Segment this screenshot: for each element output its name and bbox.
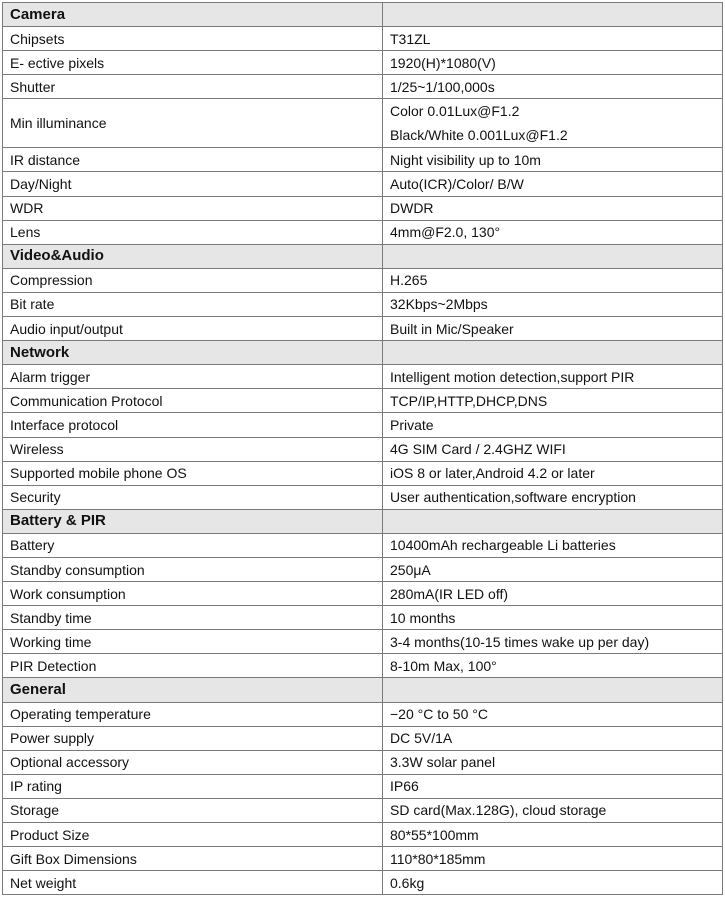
spec-value-line: Color 0.01Lux@F1.2 (390, 103, 520, 120)
section-title-blank-cell (383, 244, 723, 268)
spec-label: Audio input/output (3, 317, 383, 341)
section-title: Camera (3, 3, 383, 27)
spec-row (3, 798, 723, 822)
spec-label: Storage (3, 798, 383, 822)
section-title-blank-cell (383, 3, 723, 27)
spec-value: T31ZL (383, 27, 723, 51)
spec-label: IR distance (3, 148, 383, 172)
section-title-blank-cell (383, 678, 723, 702)
spec-table (2, 2, 723, 895)
spec-value: DWDR (383, 196, 723, 220)
spec-row (3, 27, 723, 51)
spec-row (3, 654, 723, 678)
spec-row (3, 485, 723, 509)
spec-value: 280mA(IR LED off) (383, 582, 723, 606)
section-header-row (3, 244, 723, 268)
spec-row (3, 533, 723, 557)
spec-row (3, 871, 723, 895)
spec-label: Interface protocol (3, 413, 383, 437)
spec-label: Compression (3, 268, 383, 292)
spec-label: Shutter (3, 75, 383, 99)
spec-row (3, 582, 723, 606)
spec-row (3, 413, 723, 437)
section-title: Video&Audio (3, 244, 383, 268)
spec-value: SD card(Max.128G), cloud storage (383, 798, 723, 822)
spec-value: H.265 (383, 268, 723, 292)
spec-row (3, 317, 723, 341)
section-header-row (3, 509, 723, 533)
spec-label: Day/Night (3, 172, 383, 196)
spec-value: 3.3W solar panel (383, 750, 723, 774)
spec-value: 32Kbps~2Mbps (383, 292, 723, 316)
spec-value: 250μA (383, 557, 723, 581)
spec-value: 4mm@F2.0, 130° (383, 220, 723, 244)
spec-row (3, 148, 723, 172)
spec-row (3, 196, 723, 220)
spec-value: 1/25~1/100,000s (383, 75, 723, 99)
spec-label: PIR Detection (3, 654, 383, 678)
spec-value: Built in Mic/Speaker (383, 317, 723, 341)
spec-row (3, 172, 723, 196)
spec-value: −20 °C to 50 °C (383, 702, 723, 726)
spec-value: DC 5V/1A (383, 726, 723, 750)
spec-label: IP rating (3, 774, 383, 798)
spec-row (3, 99, 723, 148)
spec-value: iOS 8 or later,Android 4.2 or later (383, 461, 723, 485)
spec-label: Chipsets (3, 27, 383, 51)
section-title: Network (3, 341, 383, 365)
spec-label: Work consumption (3, 582, 383, 606)
spec-row (3, 437, 723, 461)
spec-value: 10400mAh rechargeable Li batteries (383, 533, 723, 557)
spec-label: Battery (3, 533, 383, 557)
spec-label: Lens (3, 220, 383, 244)
spec-label: Working time (3, 630, 383, 654)
spec-label: Optional accessory (3, 750, 383, 774)
spec-value: IP66 (383, 774, 723, 798)
spec-row (3, 365, 723, 389)
spec-label: Bit rate (3, 292, 383, 316)
spec-label: Product Size (3, 823, 383, 847)
spec-row (3, 292, 723, 316)
spec-label: WDR (3, 196, 383, 220)
spec-row (3, 51, 723, 75)
spec-row (3, 847, 723, 871)
spec-row (3, 220, 723, 244)
spec-value: 110*80*185mm (383, 847, 723, 871)
spec-label: Net weight (3, 871, 383, 895)
spec-value: 80*55*100mm (383, 823, 723, 847)
spec-value: TCP/IP,HTTP,DHCP,DNS (383, 389, 723, 413)
spec-row (3, 557, 723, 581)
spec-label: Alarm trigger (3, 365, 383, 389)
spec-row (3, 630, 723, 654)
section-title: Battery & PIR (3, 509, 383, 533)
spec-value: Auto(ICR)/Color/ B/W (383, 172, 723, 196)
spec-label: Wireless (3, 437, 383, 461)
spec-row (3, 461, 723, 485)
spec-row (3, 268, 723, 292)
spec-label: Power supply (3, 726, 383, 750)
section-header-row (3, 678, 723, 702)
spec-value (383, 99, 723, 148)
spec-row (3, 702, 723, 726)
spec-label: Communication Protocol (3, 389, 383, 413)
spec-row (3, 750, 723, 774)
spec-value: 1920(H)*1080(V) (383, 51, 723, 75)
section-title: General (3, 678, 383, 702)
spec-row (3, 606, 723, 630)
spec-row (3, 823, 723, 847)
spec-value: 10 months (383, 606, 723, 630)
spec-label: Standby time (3, 606, 383, 630)
spec-row (3, 774, 723, 798)
spec-value: 0.6kg (383, 871, 723, 895)
spec-value: Private (383, 413, 723, 437)
section-title-blank-cell (383, 509, 723, 533)
section-header-row (3, 3, 723, 27)
spec-label: Operating temperature (3, 702, 383, 726)
spec-label: Security (3, 485, 383, 509)
spec-value: 3-4 months(10-15 times wake up per day) (383, 630, 723, 654)
spec-label: Gift Box Dimensions (3, 847, 383, 871)
section-title-blank-cell (383, 341, 723, 365)
spec-row (3, 75, 723, 99)
spec-value: 8-10m Max, 100° (383, 654, 723, 678)
spec-row (3, 389, 723, 413)
spec-value-line: Black/White 0.001Lux@F1.2 (390, 127, 568, 144)
section-header-row (3, 341, 723, 365)
spec-label: Supported mobile phone OS (3, 461, 383, 485)
spec-value: Night visibility up to 10m (383, 148, 723, 172)
spec-label: E- ective pixels (3, 51, 383, 75)
spec-row (3, 726, 723, 750)
spec-value: 4G SIM Card / 2.4GHZ WIFI (383, 437, 723, 461)
spec-value: User authentication,software encryption (383, 485, 723, 509)
spec-label: Standby consumption (3, 557, 383, 581)
spec-label: Min illuminance (3, 99, 383, 148)
spec-value: Intelligent motion detection,support PIR (383, 365, 723, 389)
spec-table-body (3, 3, 723, 895)
